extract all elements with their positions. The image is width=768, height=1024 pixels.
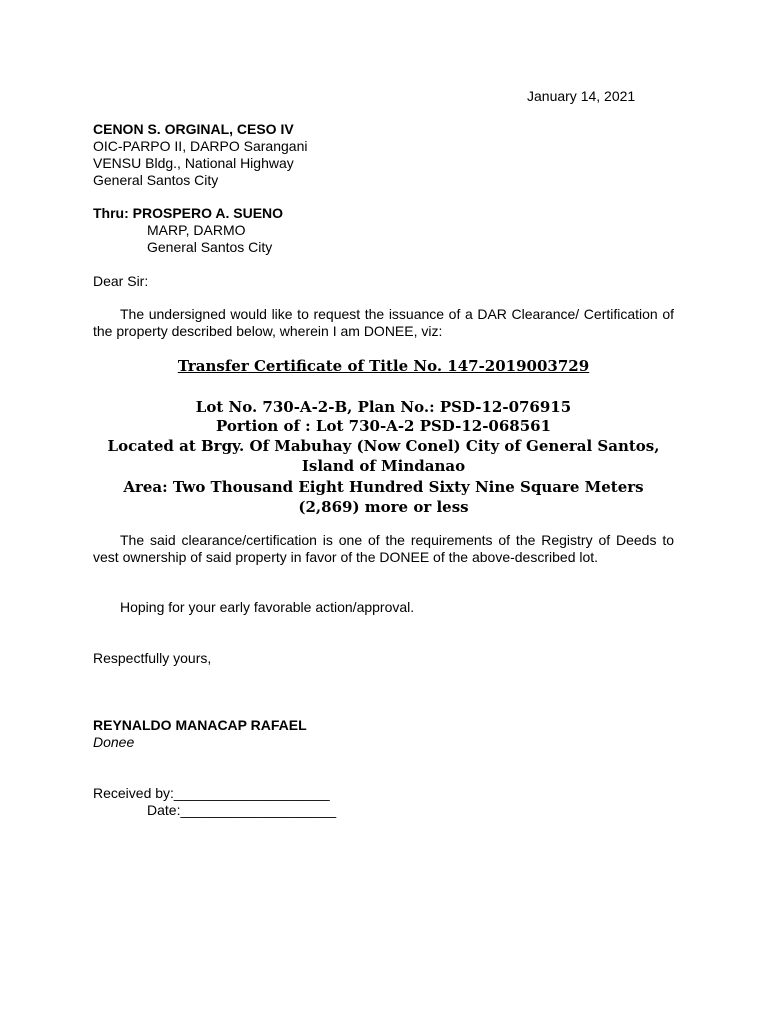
title-heading: Transfer Certificate of Title No. 147-2019003729 (177, 357, 590, 375)
salutation: Dear Sir: (93, 273, 149, 289)
thru-label: Thru: (93, 205, 129, 221)
portion-line: Portion of : Lot 730-A-2 PSD-12-068561 (215, 417, 552, 435)
thru-name: PROSPERO A. SUENO (132, 205, 284, 221)
addressee-line-1: OIC-PARPO II, DARPO Sarangani (93, 138, 308, 154)
thru-line-2: General Santos City (147, 239, 273, 255)
addressee-name: CENON S. ORGINAL, CESO IV (93, 121, 294, 137)
location-line: Located at Brgy. Of Mabuhay (Now Conel) City of General Santos, Island of Mindanao (107, 437, 660, 475)
letter-date: January 14, 2021 (527, 88, 636, 104)
thru-line-1: MARP, DARMO (147, 222, 246, 238)
lot-line: Lot No. 730-A-2-B, Plan No.: PSD-12-076915 (195, 398, 572, 416)
paragraph-hoping: Hoping for your early favorable action/approval. (120, 599, 415, 615)
area-line: Area: Two Thousand Eight Hundred Sixty Nine Square Meters (2,869) more or less (123, 478, 644, 516)
addressee-line-2: VENSU Bldg., National Highway (93, 155, 294, 171)
signatory-role: Donee (93, 734, 135, 750)
signatory-name: REYNALDO MANACAP RAFAEL (93, 717, 307, 733)
paragraph-requirement: The said clearance/certification is one of the requirements of the Registry of Deeds to vest ownership of said property in favor of the DONEE of the above-described lot. (93, 532, 674, 565)
date-line: Date:____________________ (147, 802, 337, 818)
addressee-line-3: General Santos City (93, 172, 219, 188)
paragraph-request: The undersigned would like to request the issuance of a DAR Clearance/ Certification of the property described below, wherein I am DONEE, viz: (93, 306, 674, 339)
received-by-line: Received by:____________________ (93, 785, 330, 801)
thru-line (93, 205, 283, 222)
closing: Respectfully yours, (93, 650, 212, 666)
